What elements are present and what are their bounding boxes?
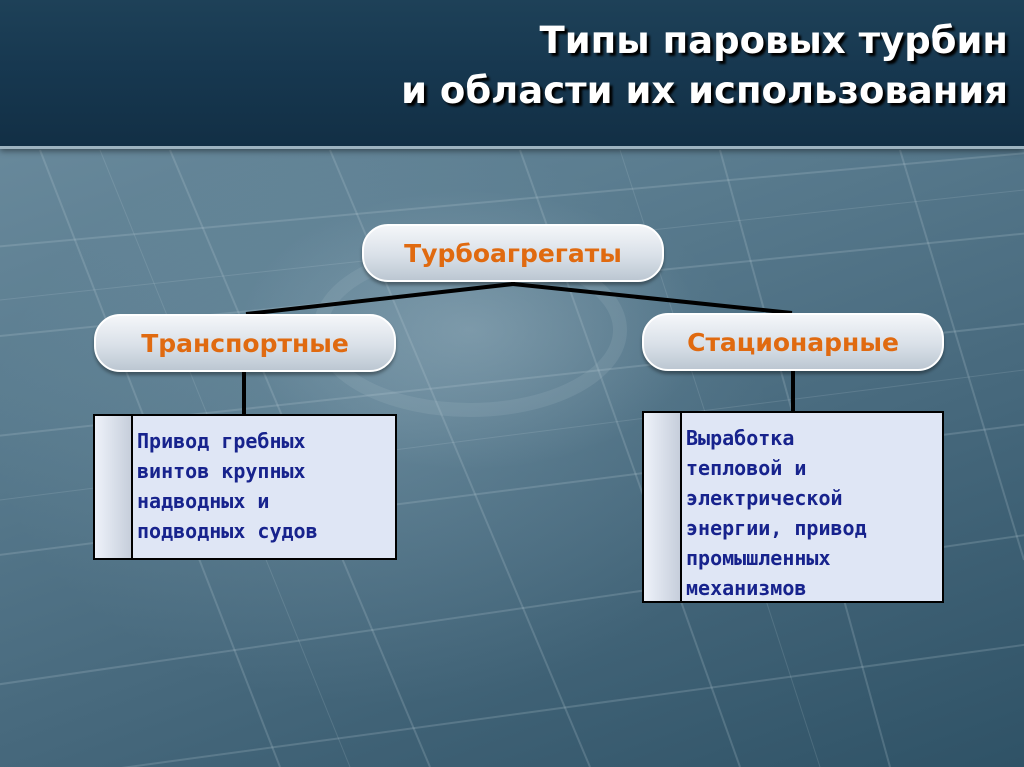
node-stationary — [642, 313, 944, 371]
transport-description-strip — [95, 416, 133, 558]
stationary-description-line: тепловой и — [686, 456, 807, 480]
node-turboaggregates — [362, 224, 664, 282]
transport-description-line: винтов крупных — [137, 459, 306, 483]
stationary-description-line: энергии, привод — [686, 516, 867, 540]
slide-title-line-1: Типы паровых турбин — [539, 19, 1008, 62]
node-transport — [94, 314, 396, 372]
transport-description-line: надводных и — [137, 489, 270, 513]
node-stationary-label: Стационарные — [687, 327, 899, 357]
stationary-description-text — [686, 423, 936, 603]
stationary-description-line: Выработка — [686, 426, 795, 450]
node-transport-label: Транспортные — [141, 328, 349, 358]
stationary-description-box — [642, 411, 944, 603]
transport-description-line: Привод гребных — [137, 429, 306, 453]
node-turboaggregates-label: Турбоагрегаты — [404, 238, 622, 268]
connector-root-to-stationary — [513, 284, 792, 313]
stationary-description-strip — [644, 413, 682, 601]
stationary-description-line: механизмов — [686, 576, 807, 600]
transport-description-box — [93, 414, 397, 560]
stationary-description-line: электрической — [686, 486, 843, 510]
slide-title-line-2: и области их использования — [401, 69, 1008, 112]
transport-description-line: подводных судов — [137, 519, 318, 543]
transport-description-text — [137, 426, 389, 546]
stationary-description-line: промышленных — [686, 546, 831, 570]
connector-root-to-transport — [246, 284, 513, 314]
